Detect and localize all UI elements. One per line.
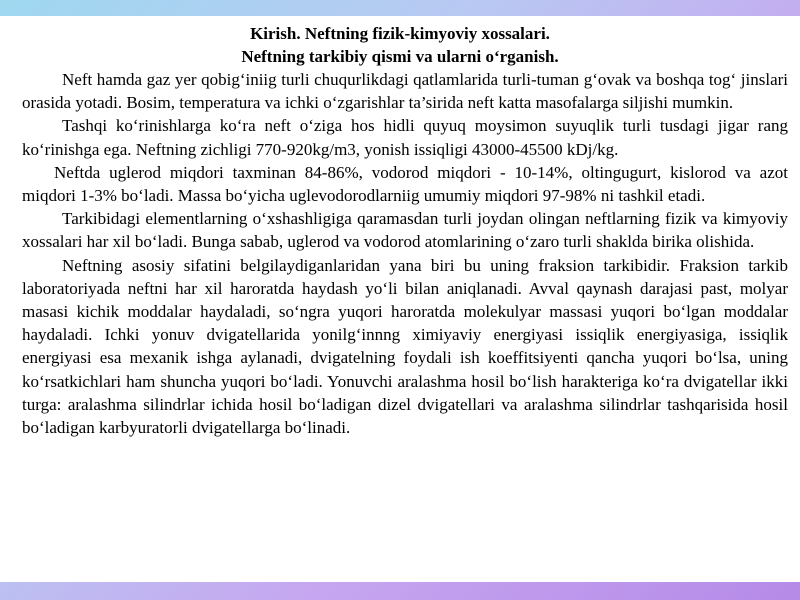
paragraph-5: Neftning asosiy sifatini belgilaydiganlaridan yana biri bu uning fraksion tarkibidir. Fraksion tarkib laboratoriyada neftni har xil haroratda haydash yo‘li bilan aniqlanadi. Avval qaynash darajasi past, molyar masasi kichik moddalar haydaladi, so‘ngra yuqori haroratda molekulyar massasi yuqori bo‘lgan moddalar haydaladi. Ichki yonuv dvigatellarida yonilg‘innng ximiyaviy energiyasi issiqlik energiyasiga, issiqlik energiyasi esa mexanik ishga aylanadi, dvigatelning foydali ish koeffitsiyenti qancha yuqori bo‘lsa, uning ko‘rsatkichlari ham shuncha yuqori bo‘ladi. Yonuvchi aralashma hosil bo‘lish harakteriga ko‘ra dvigatellar ikki turga: aralashma silindrlar ichida hosil bo‘ladigan dizel dvigatellari va aralashma silindrlar tashqarisida hosil bo‘ladigan karbyuratorli dvigatellarga bo‘linadi.: [22, 255, 788, 438]
title-line-1: Kirish. Neftning fizik-kimyoviy xossalari.: [250, 24, 550, 43]
title-line-2: Neftning tarkibiy qismi va ularni o‘rganish.: [241, 47, 559, 66]
document-body: [0, 16, 800, 582]
slide-page: [0, 16, 800, 582]
paragraph-2: Tashqi ko‘rinishlarga ko‘ra neft o‘ziga hos hidli quyuq moysimon suyuqlik turli tusdagi jigar rang ko‘rinishga ega. Neftning zichligi 770-920kg/m3, yonish issiqligi 43000-45500 kDj/kg.: [22, 116, 788, 159]
paragraph-3: Neftda uglerod miqdori taxminan 84-86%, vodorod miqdori - 10-14%, oltingugurt, kislorod va azot miqdori 1-3% bo‘ladi. Massa bo‘yicha uglevodorodlarniig umumiy miqdori 97-98% ni tashkil etadi.: [22, 162, 788, 206]
paragraph-1: Neft hamda gaz yer qobig‘iniig turli chuqurlikdagi qatlamlarida turli-tuman g‘ovak va boshqa tog‘ jinslari orasida yotadi. Bosim, temperatura va ichki o‘zgarishlar ta’sirida neft katta masofalarga siljishi mumkin.: [22, 70, 788, 113]
paragraph-4: Tarkibidagi elementlarning o‘xshashligiga qaramasdan turli joydan olingan neftlarning fizik va kimyoviy xossalari har xil bo‘ladi. Bunga sabab, uglerod va vodorod atomlarining o‘zaro turli shaklda birika olishida.: [22, 209, 788, 252]
